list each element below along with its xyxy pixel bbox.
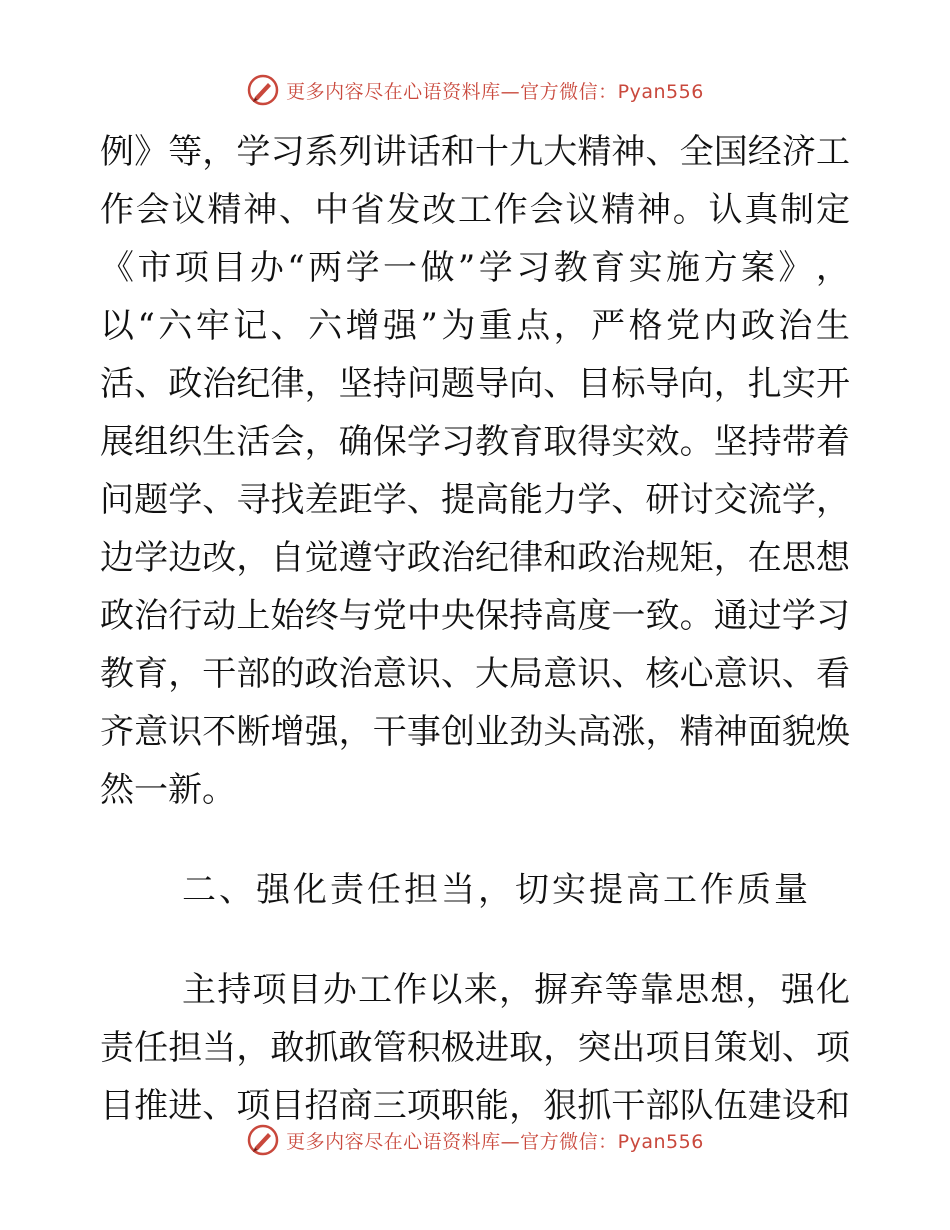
text-line-content: 然一新。 [100, 770, 236, 810]
text-line: 例 》 等 ， 学 习 系 列 讲 话 和 十 九 大 精 神 、 全 国 经 济 工 [100, 132, 850, 172]
pen-circle-icon [246, 73, 280, 107]
text-line: 展 组 织 生 活 会 ， 确 保 学 习 教 育 取 得 实 效 。 坚 持 带 着 [100, 422, 850, 462]
text-line: 活 、 政 治 纪 律 ， 坚 持 问 题 导 向 、 目 标 导 向 ， 扎 实 开 [100, 364, 850, 404]
text-line: 政 治 行 动 上 始 终 与 党 中 央 保 持 高 度 一 致 。 通 过 学 习 [100, 596, 850, 636]
header-watermark-text: 更多内容尽在心语资料库—官方微信：Pyan556 [286, 80, 704, 103]
pen-circle-icon [246, 1123, 280, 1157]
text-line: 教 育 ， 干 部 的 政 治 意 识 、 大 局 意 识 、 核 心 意 识 、 看 [100, 654, 850, 694]
text-line: 《 市 项 目 办 “ 两 学 一 做 ” 学 习 教 育 实 施 方 案 》 ， [100, 248, 850, 288]
text-line [100, 761, 850, 819]
text-line: 以 “ 六 牢 记 、 六 增 强 ” 为 重 点 ， 严 格 党 内 政 治 生 [100, 306, 850, 346]
paragraph-responsibility [100, 1019, 850, 1135]
text-line: 问 题 学 、 寻 找 差 距 学 、 提 高 能 力 学 、 研 讨 交 流 学 ， [100, 480, 850, 520]
header-watermark-banner [0, 70, 950, 110]
section-heading: 二、强化责任担当，切实提高工作质量 [182, 870, 811, 910]
text-line: 责 任 担 当 ， 敢 抓 敢 管 积 极 进 取 ， 突 出 项 目 策 划 、 项 [100, 1028, 850, 1068]
paragraph-study [100, 123, 850, 761]
text-line: 齐 意 识 不 断 增 强 ， 干 事 创 业 劲 头 高 涨 ， 精 神 面 貌 焕 [100, 712, 850, 752]
text-line: 目 推 进 、 项 目 招 商 三 项 职 能 ， 狠 抓 干 部 队 伍 建 设 和 [100, 1086, 850, 1126]
text-line: 主 持 项 目 办 工 作 以 来 ， 摒 弃 等 靠 思 想 ， 强 化 [182, 970, 850, 1010]
document-body [100, 123, 850, 1135]
footer-watermark-banner [0, 1120, 950, 1160]
text-line: 作 会 议 精 神 、 中 省 发 改 工 作 会 议 精 神 。 认 真 制 定 [100, 190, 850, 230]
footer-watermark-text: 更多内容尽在心语资料库—官方微信：Pyan556 [286, 1130, 704, 1153]
text-line: 边 学 边 改 ， 自 觉 遵 守 政 治 纪 律 和 政 治 规 矩 ， 在 思 想 [100, 538, 850, 578]
